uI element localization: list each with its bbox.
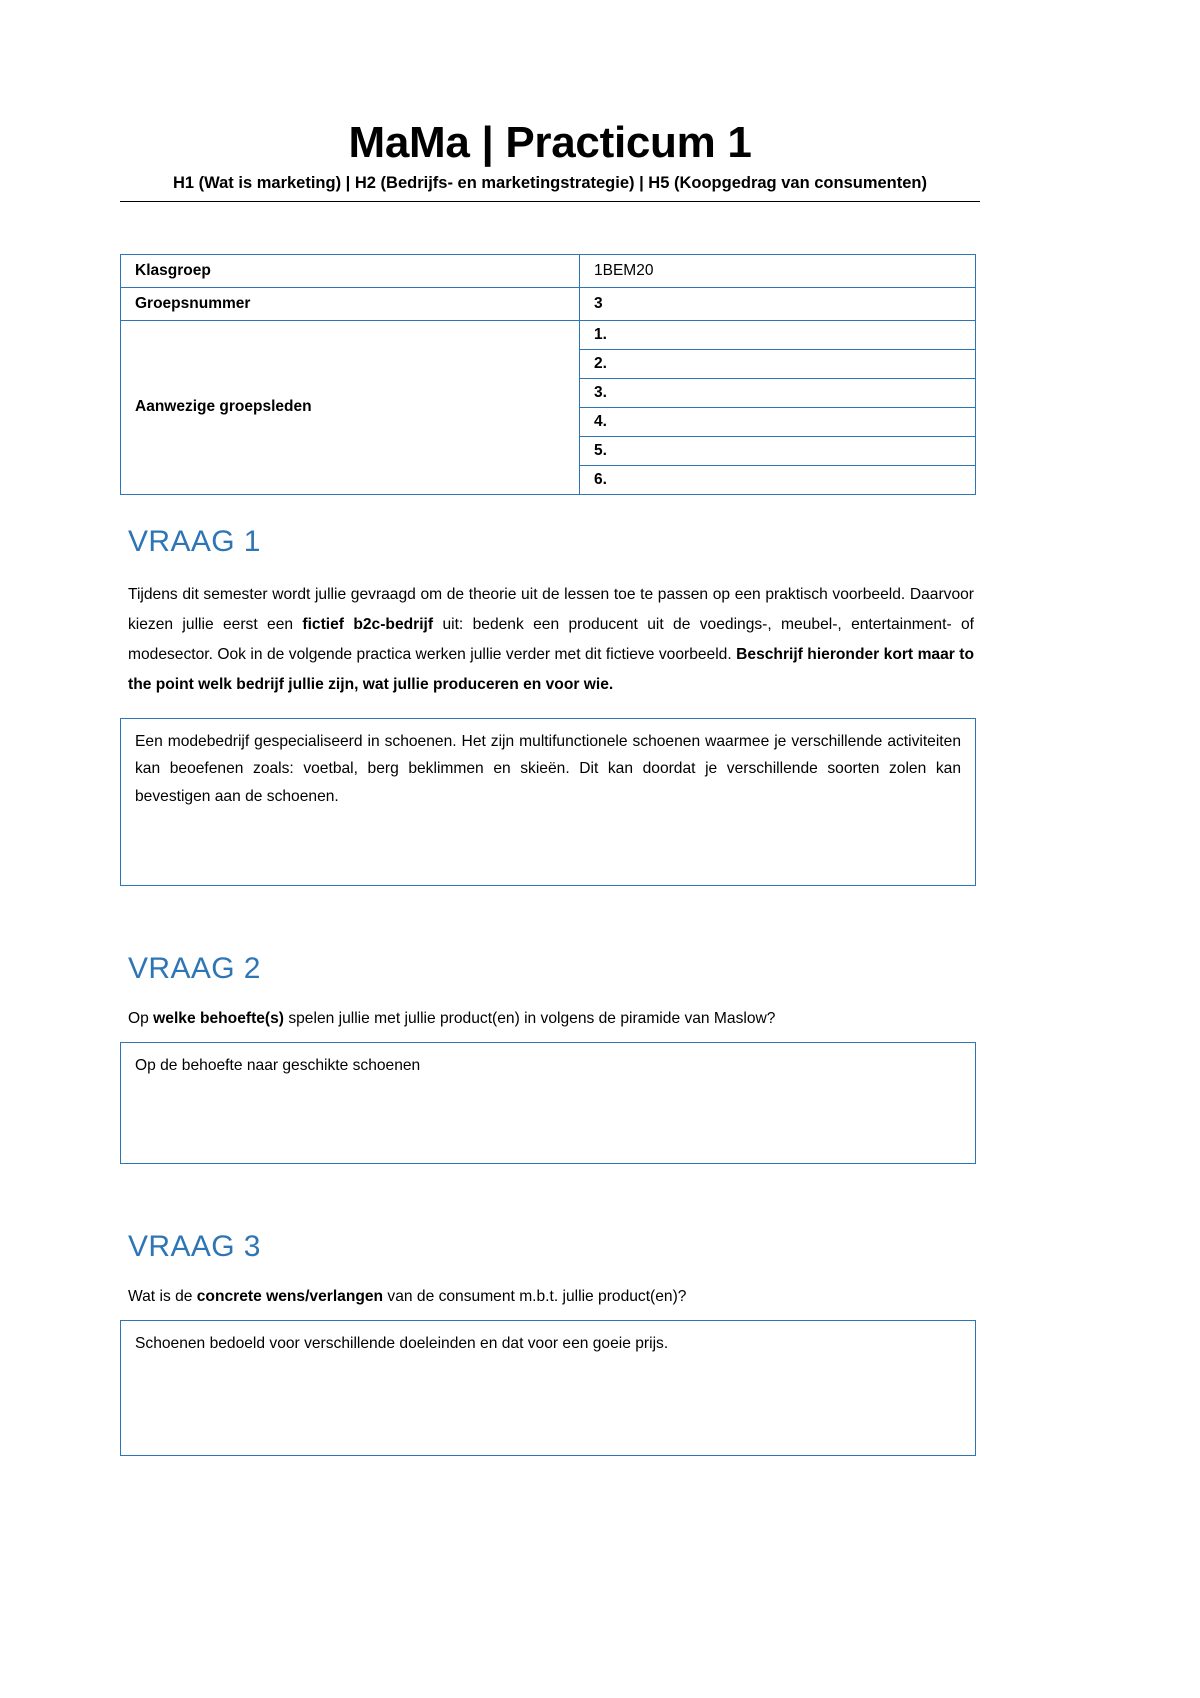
member-field-6[interactable]: 6. xyxy=(580,465,976,494)
section-spacer-1 xyxy=(120,886,980,922)
question-2-prompt-bold: welke behoefte(s) xyxy=(153,1009,284,1027)
groepsnummer-label: Groepsnummer xyxy=(121,287,580,320)
question-1-body-bold-2: Beschrijf hieronder kort maar to the point welk bedrijf jullie zijn, wat jullie produceren en voor wie. xyxy=(128,645,975,693)
question-1-heading: VRAAG 1 xyxy=(128,524,261,558)
groepsnummer-value[interactable]: 3 xyxy=(580,287,976,320)
table-row xyxy=(121,320,976,349)
question-1-body-bold-1: fictief b2c-bedrijf xyxy=(302,615,434,633)
question-2-prompt-text-2: spelen jullie met jullie product(en) in volgens de piramide van Maslow? xyxy=(284,1009,776,1027)
member-field-3[interactable]: 3. xyxy=(580,378,976,407)
question-2-prompt xyxy=(128,1007,980,1032)
question-1-body-text-1: Tijdens dit semester wordt jullie gevraagd om de theorie uit de lessen toe te passen op een praktisch voorbeeld. Daarvoor kiezen jullie eerst een xyxy=(128,585,974,633)
question-2-section xyxy=(120,952,980,1164)
table-row xyxy=(121,287,976,320)
question-1-answer-box[interactable]: Een modebedrijf gespecialiseerd in schoenen. Het zijn multifunctionele schoenen waarmee je verschillende activiteiten kan beoefenen zoals: voetbal, berg beklimmen en skieën. Dit kan doordat je verschillende soorten zolen kan bevestigen aan de schoenen. xyxy=(120,718,976,886)
aanwezige-groepsleden-label: Aanwezige groepsleden xyxy=(121,320,580,494)
klasgroep-label: Klasgroep xyxy=(121,254,580,287)
question-2-prompt-text-1: Op xyxy=(128,1009,154,1027)
page-title: MaMa | Practicum 1 xyxy=(348,118,752,167)
document-subtitle-rule xyxy=(120,173,980,202)
group-info-table xyxy=(120,254,976,495)
klasgroep-value[interactable]: 1BEM20 xyxy=(580,254,976,287)
question-3-prompt-bold: concrete wens/verlangen xyxy=(196,1287,384,1305)
question-3-answer-box[interactable]: Schoenen bedoeld voor verschillende doeleinden en dat voor een goeie prijs. xyxy=(120,1320,976,1456)
document-content xyxy=(120,118,980,1456)
document-header xyxy=(120,118,980,202)
question-2-answer-box[interactable]: Op de behoefte naar geschikte schoenen xyxy=(120,1042,976,1164)
member-field-2[interactable]: 2. xyxy=(580,349,976,378)
member-field-1[interactable]: 1. xyxy=(580,320,976,349)
question-2-heading: VRAAG 2 xyxy=(128,951,261,985)
question-3-prompt-text-1: Wat is de xyxy=(128,1287,197,1305)
question-1-body xyxy=(128,580,974,700)
section-spacer-2 xyxy=(120,1164,980,1200)
question-1-body-text-2: uit: bedenk een producent uit de voedings-, meubel-, entertainment- of modesector. Ook in de volgende practica werken jullie verder met dit fictieve voorbeeld. xyxy=(128,615,974,663)
member-field-5[interactable]: 5. xyxy=(580,436,976,465)
table-row xyxy=(121,254,976,287)
question-3-heading: VRAAG 3 xyxy=(128,1229,261,1263)
question-1-section xyxy=(120,525,980,886)
question-3-section xyxy=(120,1230,980,1456)
member-field-4[interactable]: 4. xyxy=(580,407,976,436)
question-3-prompt xyxy=(128,1285,980,1310)
question-3-prompt-text-2: van de consument m.b.t. jullie product(en)? xyxy=(383,1287,687,1305)
document-subtitle: H1 (Wat is marketing) | H2 (Bedrijfs- en marketingstrategie) | H5 (Koopgedrag van consumenten) xyxy=(172,174,927,193)
